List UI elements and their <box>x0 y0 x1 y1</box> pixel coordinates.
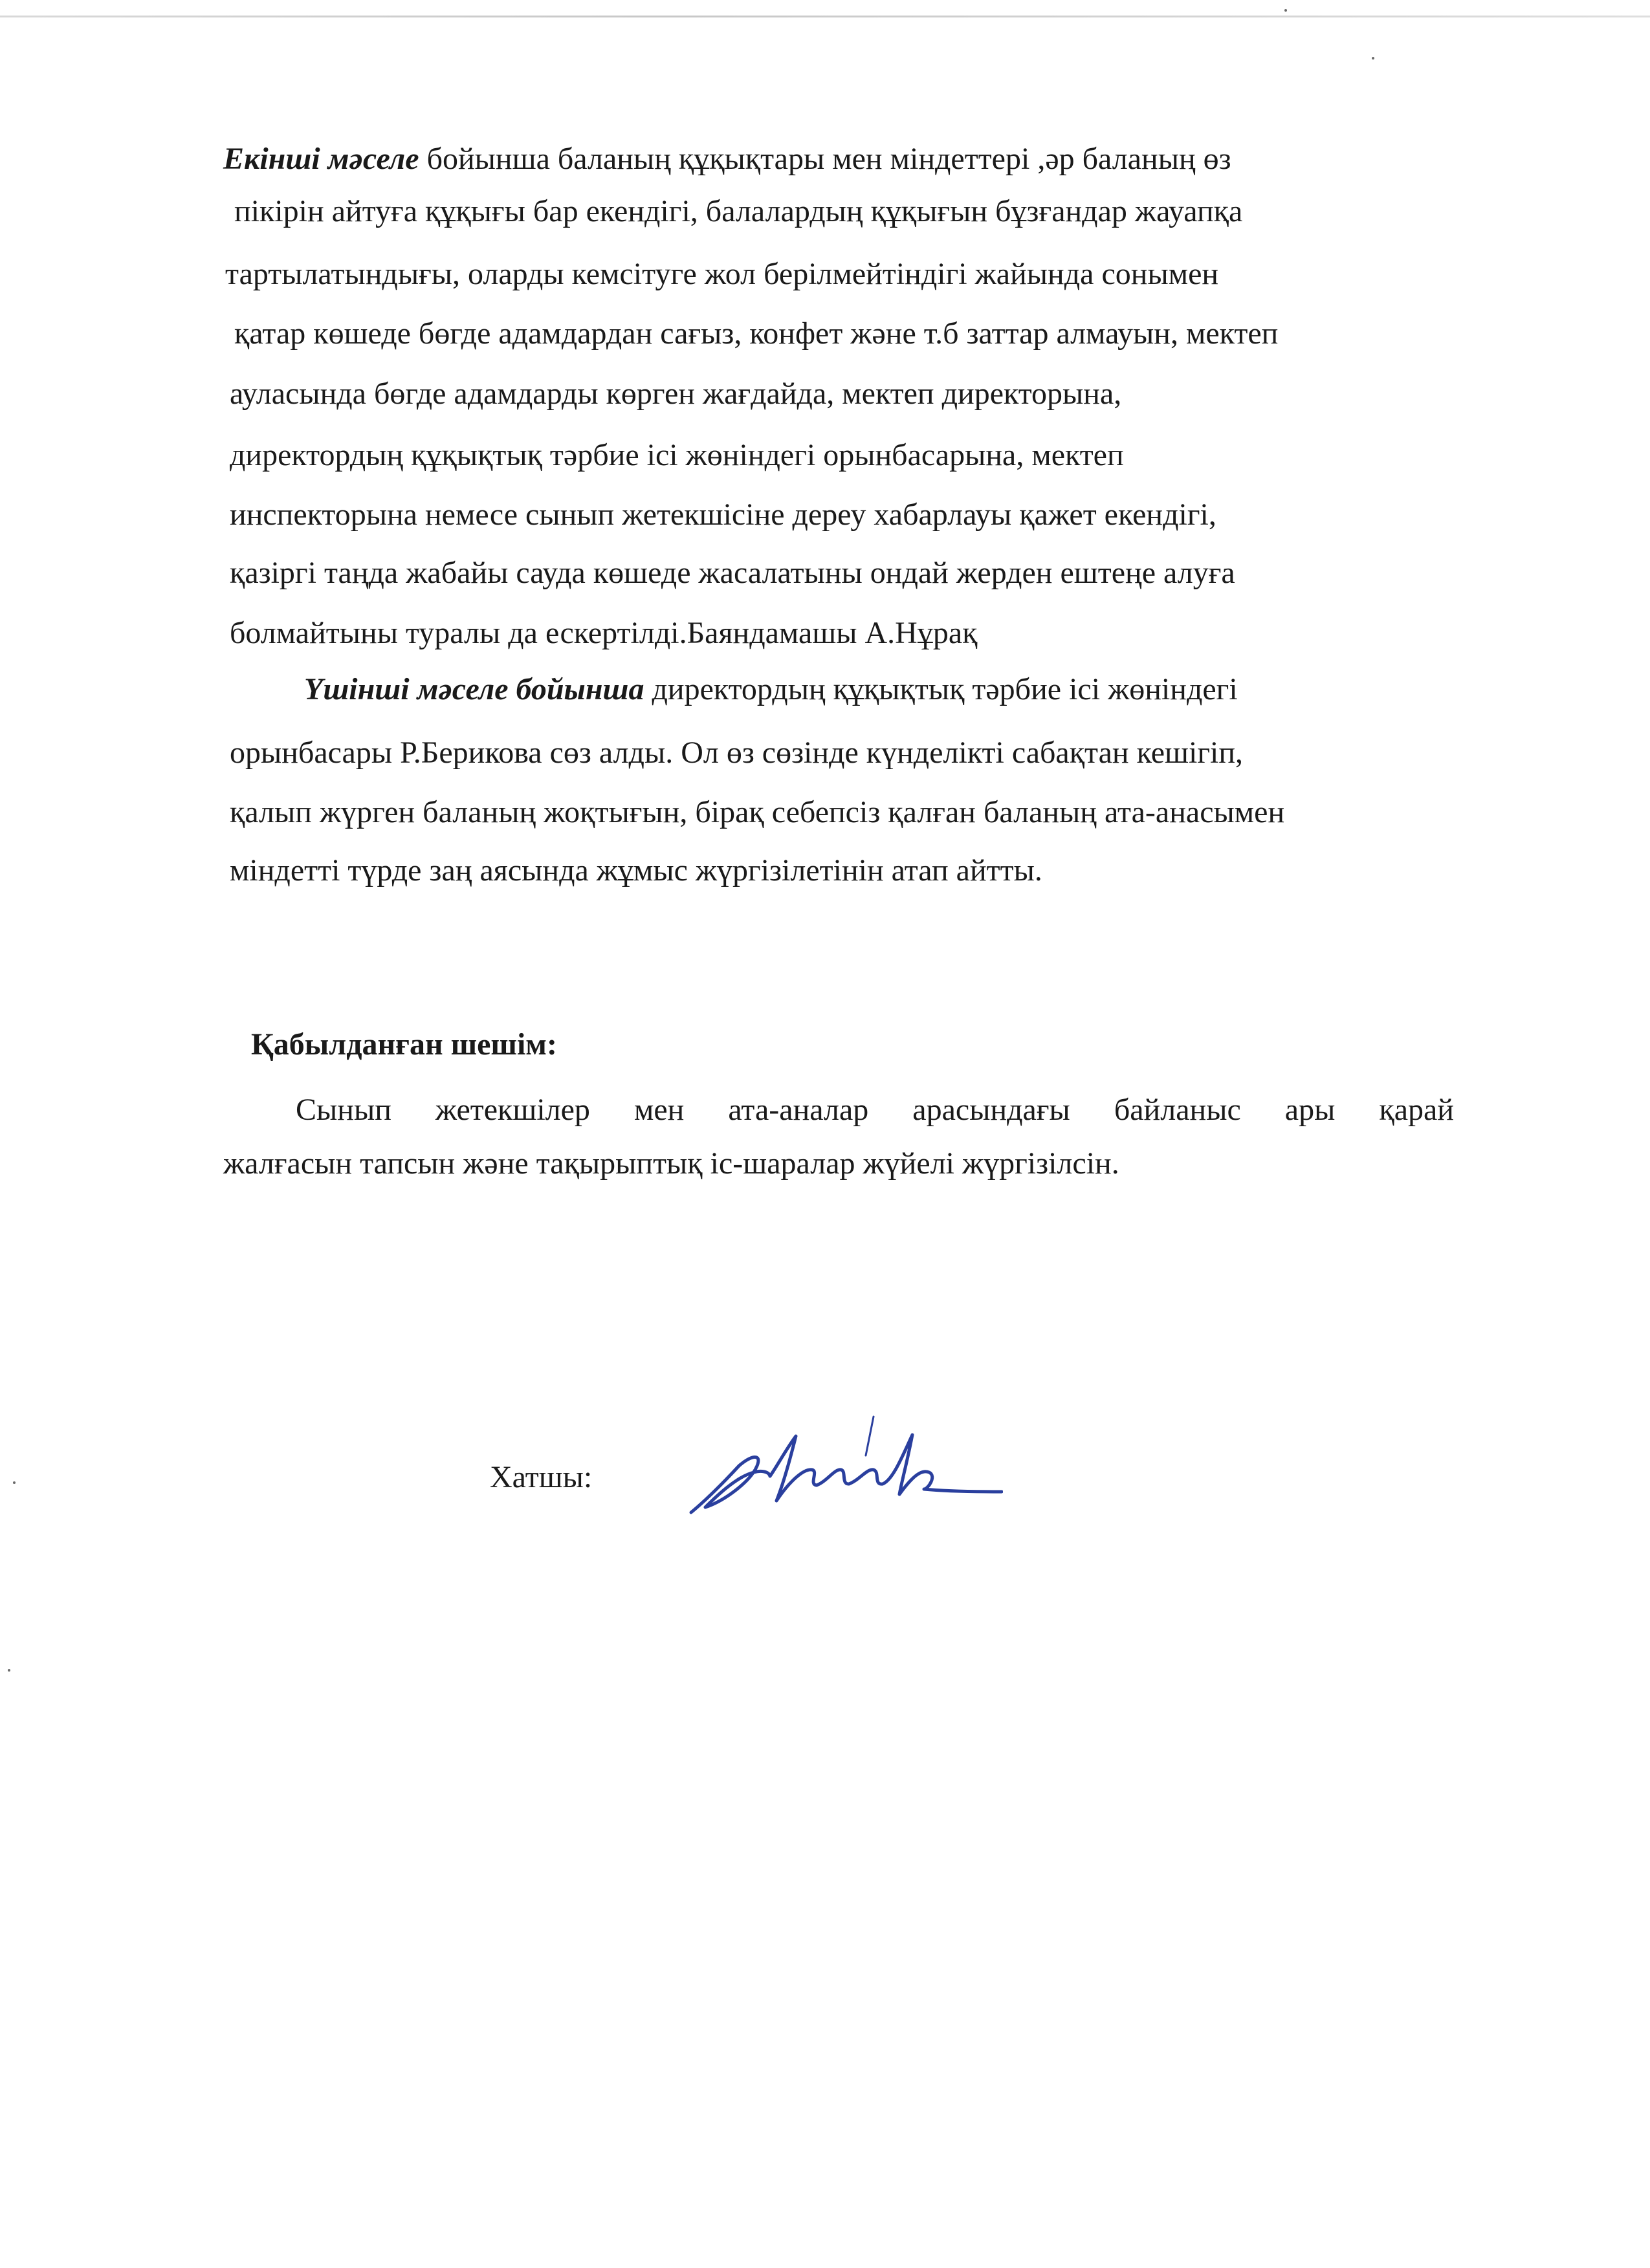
signature-stroke <box>691 1435 1002 1512</box>
second-issue-line-4: қатар көшеде бөгде адамдардан сағыз, конфет және т.б заттар алмауын, мектеп <box>234 316 1279 351</box>
signature-flourish <box>866 1417 874 1456</box>
second-issue-line-2: пікірін айтуға құқығы бар екендігі, балалардың құқығын бұзғандар жауапқа <box>234 194 1243 228</box>
second-issue-line-5: ауласында бөгде адамдарды көрген жағдайда, мектеп директорына, <box>230 376 1122 411</box>
third-issue-line-3: қалып жүрген баланың жоқтығын, бірақ себепсіз қалған баланың ата-анасымен <box>230 795 1285 829</box>
second-issue-line-8: қазіргі таңда жабайы сауда көшеде жасалатыны ондай жерден ештеңе алуға <box>230 556 1235 590</box>
third-issue-line-4: міндетті түрде заң аясында жұмыс жүргізілетінін атап айтты. <box>230 853 1042 888</box>
third-issue-lead: Үшінші мәселе бойынша <box>304 672 644 706</box>
second-issue-line-3: тартылатындығы, оларды кемсітуге жол берілмейтіндігі жайында сонымен <box>225 257 1219 291</box>
third-issue-line-2: орынбасары Р.Берикова сөз алды. Ол өз сөзінде күнделікті сабақтан кешігіп, <box>230 736 1244 770</box>
second-issue-line-1 <box>223 144 1231 175</box>
second-issue-lead: Екінші мәселе <box>223 142 419 176</box>
decision-heading: Қабылданған шешім: <box>251 1027 557 1062</box>
scan-top-edge <box>0 16 1650 17</box>
third-issue-line-1-text: директордың құқықтық тәрбие ісі жөніндегі <box>644 672 1238 706</box>
decision-line-2: жалғасын тапсын және тақырыптық іс-шаралар жүйелі жүргізілсін. <box>223 1146 1119 1181</box>
second-issue-line-7: инспекторына немесе сынып жетекшісіне дереу хабарлауы қажет екендігі, <box>230 497 1216 532</box>
third-issue-line-1 <box>304 674 1238 705</box>
decision-line-1-text: Сынып жетекшілер мен ата-аналар арасындағы байланыс ары қарай <box>296 1093 1454 1127</box>
secretary-label: Хатшы: <box>490 1460 593 1494</box>
scan-speck <box>8 1669 10 1672</box>
second-issue-line-9: болмайтыны туралы да ескертілді.Баяндамашы А.Нұрақ <box>230 616 978 650</box>
handwritten-signature <box>679 1404 1003 1527</box>
scan-speck <box>1284 9 1287 12</box>
second-issue-line-6: директордың құқықтық тәрбие ісі жөніндегі орынбасарына, мектеп <box>230 438 1124 472</box>
scan-speck <box>1372 57 1374 60</box>
decision-line-1 <box>223 1095 1454 1126</box>
scan-speck <box>13 1481 16 1484</box>
second-issue-line-1-text: бойынша баланың құқықтары мен міндеттері ,әр баланың өз <box>419 142 1231 176</box>
